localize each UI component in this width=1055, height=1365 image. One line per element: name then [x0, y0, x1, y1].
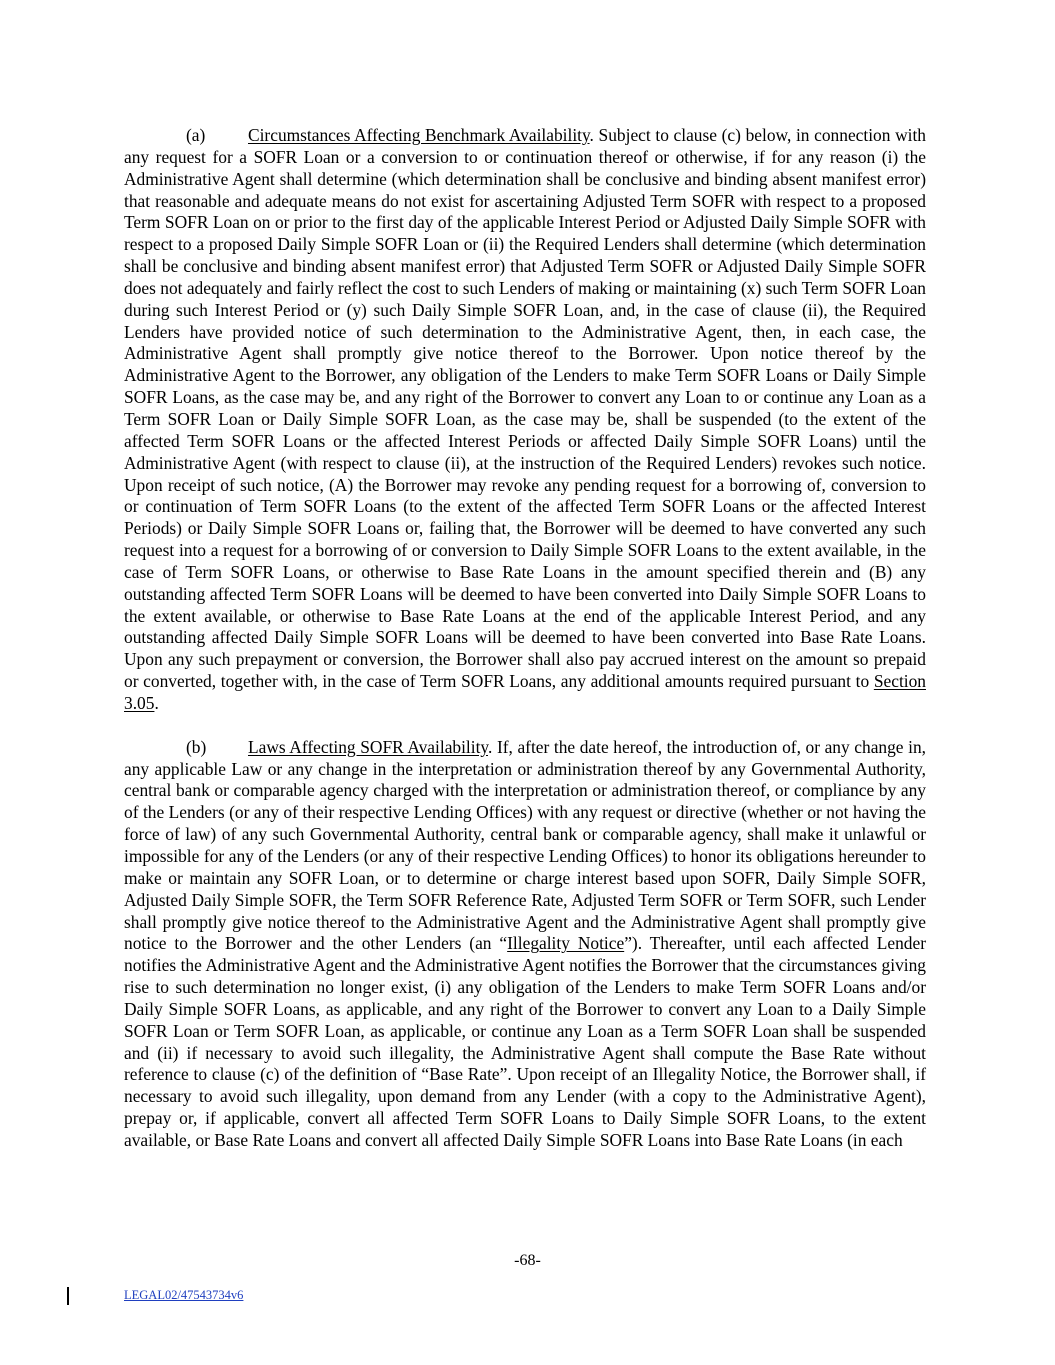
document-id: LEGAL02/47543734v6: [124, 1288, 244, 1302]
section-a-paragraph: [124, 125, 926, 715]
section-b-body: . If, after the date hereof, the introduction of, or any change in, any applicable Law or any change in the interpretation or administration thereof by any Governmental Authority, central bank or comparable agency charged with the interpretation or administration thereof, or compliance by any of the Lenders (or any of their respective Lending Offices) with any request or directive (whether or not having the force of law) of any such Governmental Authority, central bank or comparable agency, shall make it unlawful or impossible for any of the Lenders (or any of their respective Lending Offices) to honor its obligations hereunder to make or maintain any SOFR Loan, or to determine or charge interest based upon SOFR, Daily Simple SOFR, Adjusted Daily Simple SOFR, the Term SOFR Reference Rate, Adjusted Term SOFR or Term SOFR, such Lender shall promptly give notice thereof to the Administrative Agent and the Administrative Agent shall promptly give notice to the Borrower and the other Lenders (an “: [124, 736, 926, 954]
section-a-heading: Circumstances Affecting Benchmark Availability: [248, 125, 590, 145]
illegality-notice-defined-term: Illegality Notice: [507, 933, 625, 954]
section-b-label: (b): [186, 736, 207, 757]
change-bar: [67, 1287, 69, 1305]
section-b-body-continued: ”). Thereafter, until each affected Lender notifies the Administrative Agent and the Administrative Agent notifies the Borrower that the circumstances giving rise to such determination no longer exist, (i) any obligation of the Lenders to make Term SOFR Loans and/or Daily Simple SOFR Loans, as applicable, and any right of the Borrower to convert any Loan to a Daily Simple SOFR Loan or Term SOFR Loan, as applicable, or continue any Loan as a Term SOFR Loan shall be suspended and (ii) if necessary to avoid such illegality, the Administrative Agent shall compute the Base Rate without reference to clause (c) of the definition of “Base Rate”. Upon receipt of an Illegality Notice, the Borrower shall, if necessary to avoid such illegality, upon demand from any Lender (with a copy to the Administrative Agent), prepay or, if applicable, convert all affected Term SOFR Loans to Daily Simple SOFR Loans, to the extent available, or Base Rate Loans and convert all affected Daily Simple SOFR Loans into Base Rate Loans (in each: [124, 933, 926, 1150]
section-a-label: (a): [186, 125, 206, 145]
section-a-cross-reference: Section 3.05: [124, 671, 926, 713]
section-a-body: . Subject to clause (c) below, in connection with any request for a SOFR Loan or a conversion to or continuation thereof or otherwise, if for any reason (i) the Administrative Agent shall determine (which determination shall be conclusive and binding absent manifest error) that reasonable and adequate means do not exist for ascertaining Adjusted Term SOFR with respect to a proposed Term SOFR Loan on or prior to the first day of the applicable Interest Period or Adjusted Daily Simple SOFR with respect to a proposed Daily Simple SOFR Loan or (ii) the Required Lenders shall determine (which determination shall be conclusive and binding absent manifest error) that Adjusted Term SOFR or Adjusted Daily Simple SOFR does not adequately and fairly reflect the cost to such Lenders of making or maintaining (x) such Term SOFR Loan during such Interest Period or (y) such Daily Simple SOFR Loan, and, in the case of clause (ii), the Required Lenders have provided notice of such determination to the Administrative Agent, then, in each case, the Administrative Agent shall promptly give notice thereof to the Borrower. Upon notice thereof by the Administrative Agent to the Borrower, any obligation of the Lenders to make Term SOFR Loans or Daily Simple SOFR Loans, as the case may be, and any right of the Borrower to convert any Loan to or continue any Loan as a Term SOFR Loan or Daily Simple SOFR Loan, as the case may be, shall be suspended (to the extent of the affected Term SOFR Loans or the affected Interest Periods or affected Daily Simple SOFR Loans) until the Administrative Agent (with respect to clause (ii), at the instruction of the Required Lenders) revokes such notice. Upon receipt of such notice, (A) the Borrower may revoke any pending request for a borrowing of, conversion to or continuation of Term SOFR Loans (to the extent of the affected Term SOFR Loans or the affected Interest Periods) or Daily Simple SOFR Loans or, failing that, the Borrower will be deemed to have converted any such request into a request for a borrowing of or conversion to Daily Simple SOFR Loans to the extent available, in the case of Term SOFR Loans, or otherwise to Base Rate Loans in the amount specified therein and (B) any outstanding affected Term SOFR Loans will be deemed to have been converted into Daily Simple SOFR Loans to the extent available, or otherwise to Base Rate Loans at the end of the applicable Interest Period, and any outstanding affected Daily Simple SOFR Loans will be deemed to have been converted into Base Rate Loans. Upon any such prepayment or conversion, the Borrower shall also pay accrued interest on the amount so prepaid or converted, together with, in the case of Term SOFR Loans, any additional amounts required pursuant to: [124, 125, 926, 692]
section-b-heading: Laws Affecting SOFR Availability: [248, 736, 488, 757]
section-a-body-end: .: [154, 692, 159, 713]
document-page: [124, 125, 926, 1152]
page-number: -68-: [514, 1252, 541, 1269]
section-b-paragraph: [124, 737, 926, 1152]
